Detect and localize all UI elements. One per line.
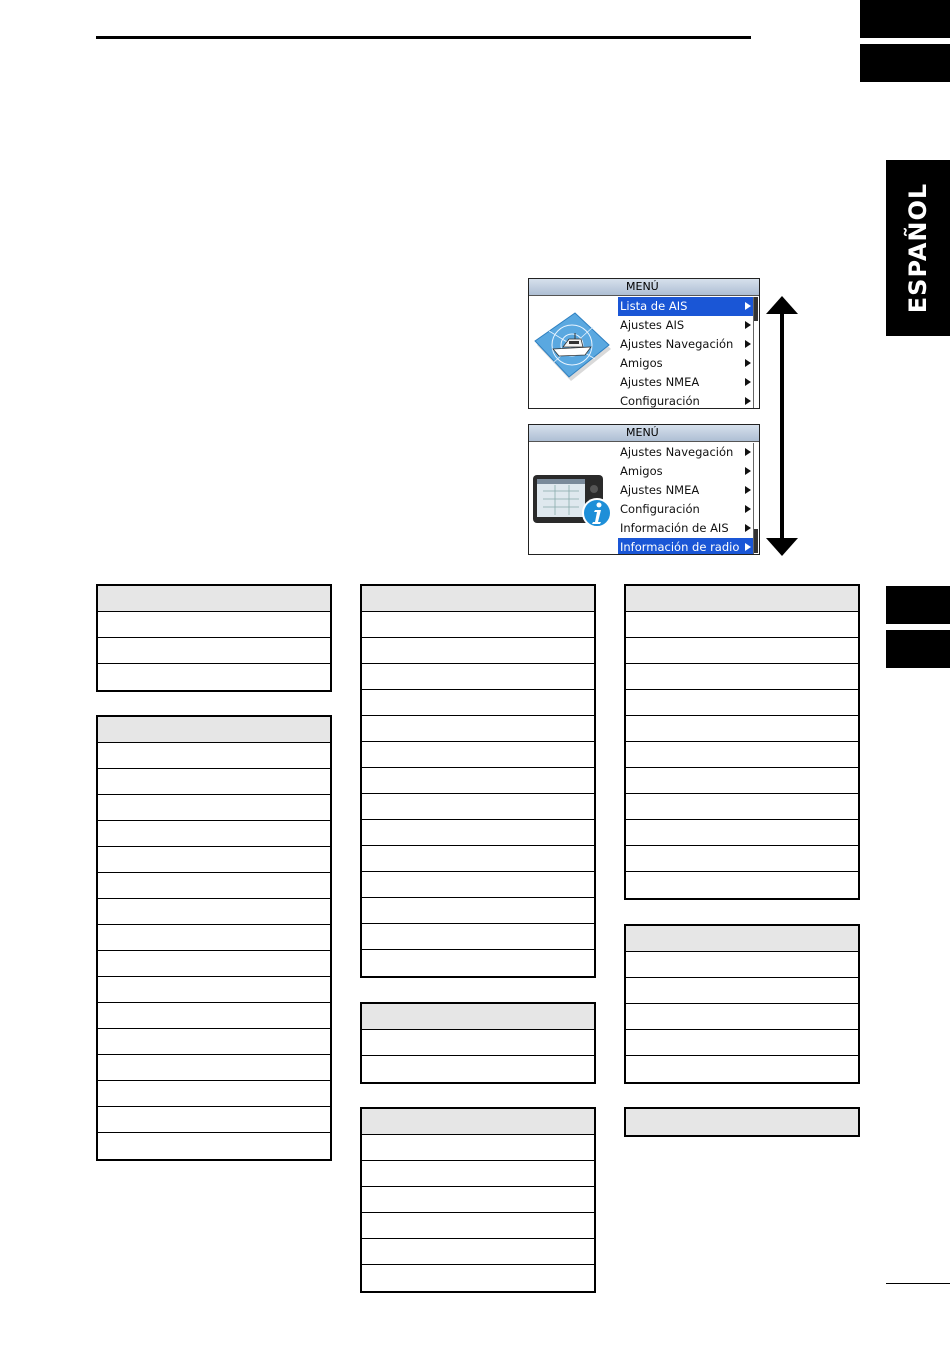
table-header-row — [362, 1109, 594, 1135]
table-row — [98, 873, 330, 899]
table-row — [98, 612, 330, 638]
table-row — [362, 950, 594, 976]
table-header-row — [98, 717, 330, 743]
table-header-row — [626, 926, 858, 952]
table-row — [362, 664, 594, 690]
table-row — [98, 977, 330, 1003]
menu-screen-top — [528, 278, 760, 409]
table-header-row — [362, 1004, 594, 1030]
device-info-icon — [531, 451, 615, 531]
scroll-thumb[interactable] — [754, 529, 758, 553]
table-row — [362, 1161, 594, 1187]
table-row — [626, 638, 858, 664]
scrollbar[interactable] — [753, 297, 758, 408]
arrow-right-icon — [745, 486, 751, 494]
table-row — [362, 872, 594, 898]
arrow-right-icon — [745, 524, 751, 532]
table-row — [362, 1187, 594, 1213]
arrow-right-icon — [745, 340, 751, 348]
arrow-right-icon — [745, 378, 751, 386]
table-row — [626, 872, 858, 898]
table-row — [626, 820, 858, 846]
table-row — [626, 846, 858, 872]
table-row — [362, 1265, 594, 1291]
table-row — [362, 1056, 594, 1082]
menu-table-col2-b — [360, 1002, 596, 1084]
table-row — [362, 768, 594, 794]
table-row — [626, 1004, 858, 1030]
menu-item-lista-de-ais[interactable]: Lista de AIS — [618, 297, 753, 316]
scrollbar[interactable] — [753, 443, 758, 554]
table-header-row — [626, 586, 858, 612]
arrow-right-icon — [745, 505, 751, 513]
language-tab-label: ESPAÑOL — [904, 182, 933, 314]
table-row — [362, 638, 594, 664]
menu-item-ajustes-ais[interactable]: Ajustes AIS — [618, 316, 753, 335]
table-header-row — [98, 586, 330, 612]
menu-item-informacion-de-ais[interactable]: Información de AIS — [618, 519, 753, 538]
menu-item-configuracion[interactable]: Configuración — [618, 500, 753, 519]
table-row — [626, 612, 858, 638]
table-row — [626, 664, 858, 690]
table-row — [362, 846, 594, 872]
table-row — [98, 1055, 330, 1081]
arrow-right-icon — [745, 448, 751, 456]
menu-item-informacion-de-radio[interactable]: Información de radio — [618, 538, 753, 555]
table-row — [626, 794, 858, 820]
table-row — [98, 1133, 330, 1159]
table-row — [362, 1030, 594, 1056]
menu-table-col3-c — [624, 1107, 860, 1137]
scroll-double-arrow-icon — [764, 296, 800, 556]
table-row — [626, 768, 858, 794]
screen-menu-list — [618, 443, 753, 555]
table-row — [98, 638, 330, 664]
section-tab-bottom — [886, 630, 950, 668]
table-row — [362, 612, 594, 638]
table-row — [362, 716, 594, 742]
table-row — [362, 1213, 594, 1239]
menu-item-ajustes-nmea[interactable]: Ajustes NMEA — [618, 373, 753, 392]
menu-item-amigos[interactable]: Amigos — [618, 354, 753, 373]
table-header-row — [626, 1109, 858, 1135]
arrow-right-icon — [745, 302, 751, 310]
table-row — [98, 925, 330, 951]
chapter-tab-second — [860, 44, 950, 82]
screen-menu-list — [618, 297, 753, 409]
menu-table-col1-b — [96, 715, 332, 1161]
table-row — [362, 1135, 594, 1161]
arrow-right-icon — [745, 467, 751, 475]
arrow-right-icon — [745, 321, 751, 329]
table-row — [98, 1003, 330, 1029]
table-row — [98, 1107, 330, 1133]
table-row — [626, 952, 858, 978]
table-row — [98, 664, 330, 690]
menu-item-ajustes-nmea[interactable]: Ajustes NMEA — [618, 481, 753, 500]
menu-item-ajustes-navegacion[interactable]: Ajustes Navegación — [618, 443, 753, 462]
menu-item-amigos[interactable]: Amigos — [618, 462, 753, 481]
table-row — [362, 742, 594, 768]
table-header-row — [362, 586, 594, 612]
table-row — [98, 1029, 330, 1055]
table-row — [98, 795, 330, 821]
scroll-thumb[interactable] — [754, 297, 758, 321]
chapter-tab-top — [860, 0, 950, 38]
table-row — [362, 898, 594, 924]
table-row — [626, 978, 858, 1004]
menu-screen-bottom — [528, 424, 760, 555]
table-row — [98, 743, 330, 769]
menu-table-col2-c — [360, 1107, 596, 1293]
screen-title: MENÚ — [529, 425, 759, 442]
chart-boat-icon — [531, 305, 615, 385]
section-tab-top — [886, 586, 950, 624]
arrow-right-icon — [745, 359, 751, 367]
table-row — [626, 1056, 858, 1082]
screen-title: MENÚ — [529, 279, 759, 296]
table-row — [362, 820, 594, 846]
menu-table-col3-a — [624, 584, 860, 900]
table-row — [626, 742, 858, 768]
menu-table-col1-a — [96, 584, 332, 692]
table-row — [98, 821, 330, 847]
table-row — [362, 690, 594, 716]
menu-item-configuracion[interactable]: Configuración — [618, 392, 753, 409]
table-row — [98, 769, 330, 795]
table-row — [362, 794, 594, 820]
table-row — [98, 899, 330, 925]
table-row — [626, 690, 858, 716]
table-row — [98, 847, 330, 873]
table-row — [98, 1081, 330, 1107]
table-row — [98, 951, 330, 977]
header-rule — [96, 36, 751, 39]
menu-table-col3-b — [624, 924, 860, 1084]
menu-table-col2-a — [360, 584, 596, 978]
page-number-rule — [886, 1283, 950, 1284]
table-row — [626, 1030, 858, 1056]
arrow-right-icon — [745, 543, 751, 551]
arrow-right-icon — [745, 397, 751, 405]
table-row — [362, 924, 594, 950]
table-row — [362, 1239, 594, 1265]
language-tab — [886, 160, 950, 336]
menu-item-ajustes-navegacion[interactable]: Ajustes Navegación — [618, 335, 753, 354]
table-row — [626, 716, 858, 742]
